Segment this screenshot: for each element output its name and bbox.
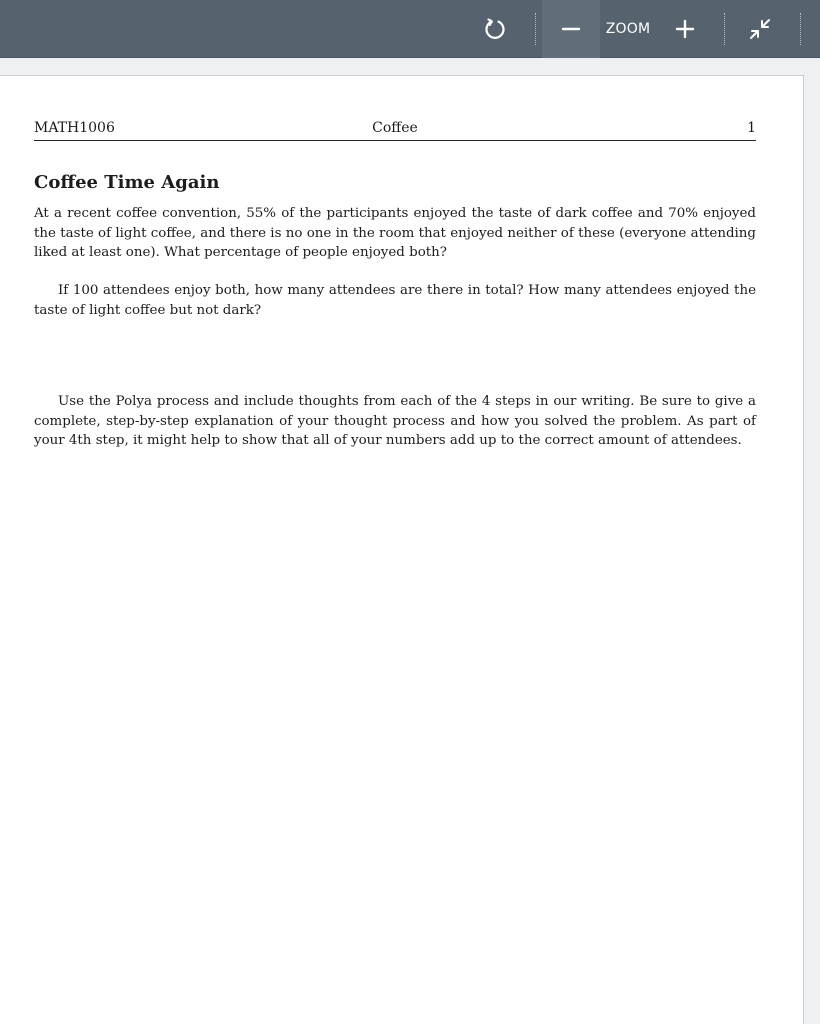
instructions-paragraph: Use the Polya process and include thoughts from each of the 4 steps in our writing. Be sure to give a complete, step-by-step explanation of your thought process and how you solved the problem. As part of your 4th step, it might help to show that all of your numbers add up to the correct amount of attendees. xyxy=(34,394,756,448)
zoom-in-button[interactable] xyxy=(660,0,710,58)
viewer-toolbar xyxy=(0,0,820,58)
page-header xyxy=(34,120,756,141)
course-code: MATH1006 xyxy=(34,120,115,136)
zoom-label: ZOOM xyxy=(605,21,651,37)
minus-icon xyxy=(561,19,581,39)
rotate-button[interactable] xyxy=(470,0,520,58)
problem-paragraph: At a recent coffee convention, 55% of the participants enjoyed the taste of dark coffee and 70% enjoyed the taste of light coffee, and there is no one in the room that enjoyed neither of these (everyone attending liked at least one). What percentage of people enjoyed both? xyxy=(34,206,756,260)
toolbar-separator xyxy=(800,13,801,45)
rotate-icon xyxy=(483,17,507,41)
page-number: 1 xyxy=(747,120,756,136)
header-topic: Coffee xyxy=(372,120,418,136)
collapse-arrows-icon xyxy=(748,17,772,41)
exit-fullscreen-button[interactable] xyxy=(735,0,785,58)
question-paragraph: If 100 attendees enjoy both, how many attendees are there in total? How many attendees enjoyed the taste of light coffee but not dark? xyxy=(34,283,756,318)
document-title: Coffee Time Again xyxy=(34,172,220,193)
toolbar-separator xyxy=(535,13,536,45)
document-page xyxy=(0,75,804,1024)
zoom-out-button[interactable] xyxy=(542,0,600,58)
plus-icon xyxy=(675,19,695,39)
toolbar-separator xyxy=(724,13,725,45)
